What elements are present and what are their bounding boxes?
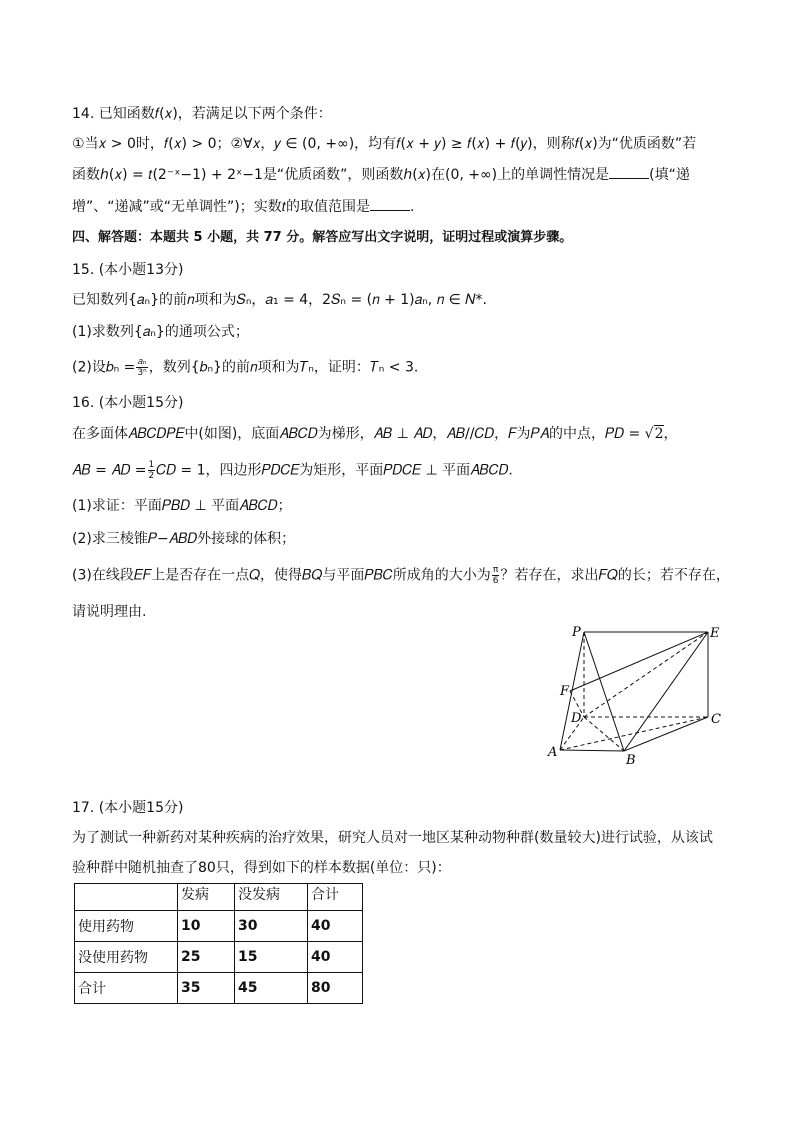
q14-line3	[72, 164, 690, 185]
q16-sqrt: √2	[644, 426, 664, 442]
table-header-cell: 发病	[178, 884, 235, 911]
table-header-cell: 没发病	[235, 884, 308, 911]
edge-PB	[584, 632, 624, 751]
q17-stem-line2: 验种群中随机抽查了80只，得到如下的样本数据(单位：只)：	[72, 860, 451, 876]
label-E: E	[710, 626, 720, 641]
table-cell: 40	[308, 942, 363, 973]
q15-frac-num: 𝑎ₙ	[137, 357, 147, 367]
table-header-cell: 合计	[308, 884, 363, 911]
edge-AB	[560, 750, 624, 751]
q15-header: 15. (本小题13分)	[72, 262, 184, 278]
q14-line1: 14. 已知函数𝑓(𝑥)，若满足以下两个条件：	[72, 106, 332, 122]
q16-fraction	[148, 460, 156, 481]
q16-part3-cont: 请说明理由.	[72, 604, 147, 620]
q16-frac-den: 2	[148, 471, 155, 481]
q16-stem1-text: 在多面体𝐴𝐵𝐶𝐷𝑃𝐸中(如图)，底面𝐴𝐵𝐶𝐷为梯形，𝐴𝐵 ⊥ 𝐴𝐷，𝐴𝐵//𝐶𝐷，𝐹为𝑃𝐴的中点，𝑃𝐷 =	[72, 426, 645, 442]
q15-part2-text: (2)设𝑏ₙ =	[72, 359, 136, 376]
q15-fraction	[136, 357, 147, 378]
label-A: A	[548, 745, 558, 760]
table-cell: 没使用药物	[75, 942, 178, 973]
q14-blank-2	[370, 196, 410, 211]
q16-part2: (2)求三棱锥𝑃−𝐴𝐵𝐷外接球的体积；	[72, 531, 296, 547]
q14-line3-text: 函数ℎ(𝑥) = 𝑡(2⁻ˣ−1) + 2ˣ−1是“优质函数”，则函数ℎ(𝑥)在(0, +∞)上的单调性情况是	[72, 167, 610, 183]
table-cell: 40	[308, 911, 363, 942]
table-cell: 10	[178, 911, 235, 942]
q16-header: 16. (本小题15分)	[72, 395, 184, 411]
table-cell: 25	[178, 942, 235, 973]
label-B: B	[626, 753, 636, 768]
q17-header: 17. (本小题15分)	[72, 800, 184, 816]
table-cell: 合计	[75, 973, 178, 1004]
table-row	[75, 973, 363, 1004]
q16-stem-line1	[72, 424, 678, 444]
q15-part2-tail: ，数列{𝑏ₙ}的前𝑛项和为𝑇ₙ，证明：𝑇ₙ < 3.	[148, 359, 419, 376]
section-4-heading: 四、解答题：本题共 5 小题，共 77 分。解答应写出文字说明，证明过程或演算步骤。	[72, 230, 573, 245]
q16-part3-fraction	[492, 565, 500, 586]
q16-part1: (1)求证：平面𝑃𝐵𝐷 ⊥ 平面𝐴𝐵𝐶𝐷；	[72, 498, 292, 514]
table-cell: 80	[308, 973, 363, 1004]
table-row	[75, 911, 363, 942]
sample-data-table	[74, 883, 363, 1004]
table-header-row	[75, 884, 363, 911]
q16-frac-num: 1	[148, 460, 155, 470]
q14-blank-1	[609, 164, 649, 179]
q16-stem1-tail: ，	[663, 426, 678, 442]
table-header-cell	[75, 884, 178, 911]
table-cell: 15	[235, 942, 308, 973]
polyhedron-figure	[540, 618, 730, 770]
table-cell: 30	[235, 911, 308, 942]
q15-stem: 已知数列{𝑎ₙ}的前𝑛项和为𝑆ₙ，𝑎₁ = 4，2𝑆ₙ = (𝑛 + 1)𝑎ₙ, 𝑛 ∈ 𝑁*.	[72, 292, 487, 308]
table-cell: 45	[235, 973, 308, 1004]
q16-part3-text: (3)在线段𝐸𝐹上是否存在一点𝑄，使得𝐵𝑄与平面𝑃𝐵𝐶所成角的大小为	[72, 567, 491, 584]
q16-sqrt-value: 2	[654, 426, 664, 442]
q16-p3-frac-num: π	[492, 565, 499, 575]
q14-line4	[72, 196, 414, 217]
q17-stem-line1: 为了测试一种新药对某种疾病的治疗效果，研究人员对一地区某种动物种群(数量较大)进行试验，从该试	[72, 830, 713, 846]
q15-part1: (1)求数列{𝑎ₙ}的通项公式；	[72, 324, 249, 340]
q16-part3	[72, 565, 730, 586]
q16-part3-tail: ？若存在，求出𝐹𝑄的长；若不存在，	[500, 567, 730, 584]
q16-stem-line2	[72, 460, 513, 481]
q16-stem2-text: 𝐴𝐵 = 𝐴𝐷 =	[72, 462, 147, 479]
q14-line4-text: 增”、“递减”或“无单调性”)；实数𝑡的取值范围是	[72, 199, 370, 215]
table-row	[75, 942, 363, 973]
q15-part2	[72, 357, 418, 378]
q14-line3-tail: (填“递	[649, 167, 690, 183]
table-cell: 使用药物	[75, 911, 178, 942]
q16-stem2-tail: 𝐶𝐷 = 1，四边形𝑃𝐷𝐶𝐸为矩形，平面𝑃𝐷𝐶𝐸 ⊥ 平面𝐴𝐵𝐶𝐷.	[156, 462, 513, 479]
label-F: F	[560, 684, 570, 699]
edge-DE	[584, 632, 708, 717]
label-P: P	[572, 625, 581, 640]
q14-line2: ①当𝑥 > 0时，𝑓(𝑥) > 0；②∀𝑥，𝑦 ∈ (0, +∞)，均有𝑓(𝑥 + 𝑦) ≥ 𝑓(𝑥) + 𝑓(𝑦)，则称𝑓(𝑥)为“优质函数”若	[72, 136, 697, 152]
q15-frac-den: 3ⁿ	[137, 368, 147, 378]
q14-line4-tail: .	[409, 199, 415, 215]
label-D: D	[571, 711, 582, 726]
table-cell: 35	[178, 973, 235, 1004]
q16-p3-frac-den: 6	[492, 576, 499, 586]
label-C: C	[711, 712, 721, 727]
edge-AC	[560, 717, 708, 750]
